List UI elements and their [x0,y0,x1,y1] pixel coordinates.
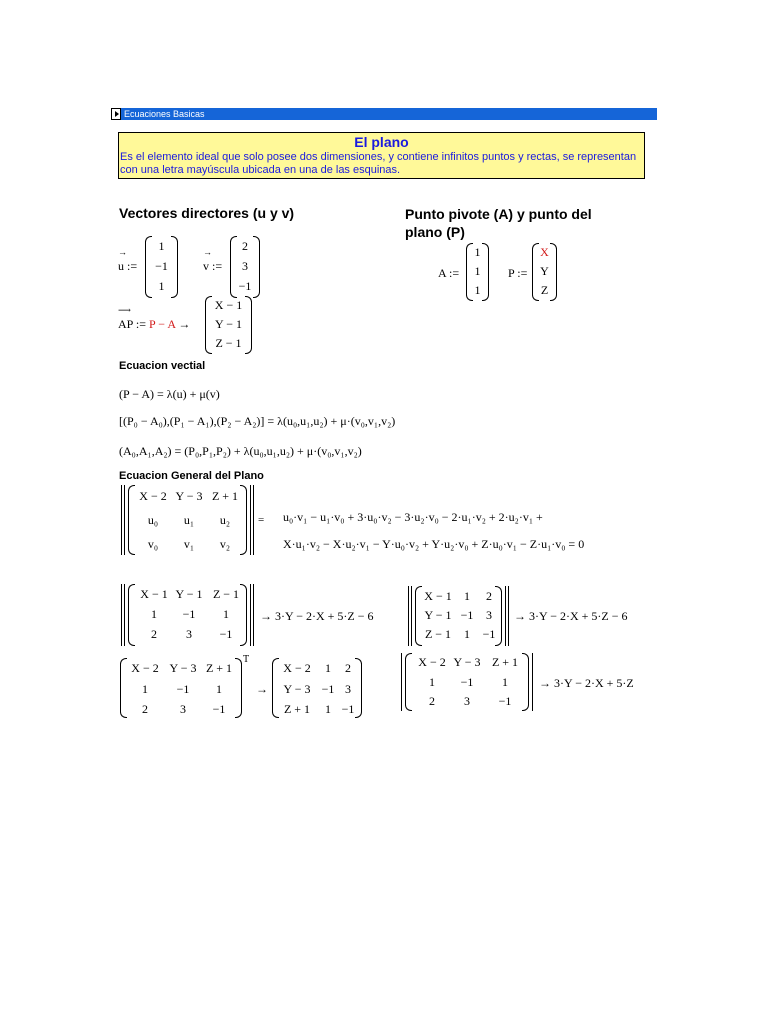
example-1-result: → 3·Y − 2·X + 5·Z − 6 [260,609,374,623]
vector-arrow-icon: → [203,247,212,257]
matrix-cell: 2 [486,589,492,603]
matrix-cell: 3 [486,608,492,622]
matrix-cell: X − 2 [131,661,159,675]
matrix-cell: Z − 1 [215,336,242,350]
matrix-cell: u₂ [219,513,231,527]
matrix-cell: 3 [180,702,186,716]
equals-sign: = [258,514,265,526]
p-label: P := [508,266,528,280]
u-label: → u := [118,247,138,273]
matrix-cell: −1 [182,607,196,621]
vector-arrow-icon: ⟶ [118,305,131,315]
matrix-cell: 1 [474,245,481,259]
p-vector [532,243,557,301]
box-description: Es el elemento ideal que solo posee dos dimensiones, y contiene infinitos puntos y rectas, se representan con una letra mayúscula ubicada en una de las esquinas. [120,151,637,176]
matrix-cell: 2 [429,694,435,708]
definition-box [118,132,645,179]
matrix-cell: Y − 3 [283,682,311,696]
matrix-cell: −1 [155,259,168,273]
matrix-cell: 1 [464,589,470,603]
matrix-cell: v₀ [147,537,159,551]
matrix-cell: Z + 1 [491,655,519,669]
expansion-line-1: u₀·v₁ − u₁·v₀ + 3·u₀·v₂ − 3·u₂·v₀ − 2·u₁·v₂ + 2·u₂·v₁ + [283,510,543,524]
matrix-cell: X − 2 [418,655,446,669]
matrix-cell: 3 [242,259,248,273]
matrix-cell: 2 [345,661,351,675]
matrix-cell: Y − 1 [215,317,242,331]
heading-vectorial: Ecuacion vectial [119,360,206,372]
matrix-cell: 1 [223,607,229,621]
matrix-cell: 1 [325,702,331,716]
box-title: El plano [354,134,409,150]
matrix-cell: −1 [176,682,190,696]
example-4-determinant [401,653,533,711]
matrix-cell: 1 [429,675,435,689]
v-label: → v := [203,247,223,273]
v-vector [230,236,260,298]
a-vector [466,243,489,301]
matrix-cell: X − 1 [424,589,452,603]
vector-equation-2: [(P₀ − A₀),(P₁ − A₁),(P₂ − A₂)] = λ(u₀,u₁,u₂) + μ·(v₀,v₁,v₂) [119,414,396,428]
heading-general: Ecuacion General del Plano [119,470,264,482]
example-2-determinant [408,586,509,646]
expansion-line-2: X·u₁·v₂ − X·u₂·v₁ − Y·u₀·v₂ + Y·u₂·v₀ + Z·u₀·v₁ − Z·u₁·v₀ = 0 [283,537,585,551]
matrix-cell: Y − 3 [453,655,481,669]
matrix-cell: Y − 1 [175,587,203,601]
example-3-transposed [272,658,362,718]
matrix-cell: Z − 1 [212,587,240,601]
matrix-cell: 1 [502,675,508,689]
example-3-matrix [120,658,242,718]
matrix-cell: v₂ [219,537,231,551]
matrix-cell: 1 [158,239,165,253]
vector-equation-1: (P − A) = λ(u) + μ(v) [119,387,220,401]
matrix-cell: Z + 1 [283,702,311,716]
matrix-cell: v₁ [183,537,195,551]
matrix-cell: 3 [464,694,470,708]
matrix-cell: X − 1 [214,298,243,312]
example-2-result: → 3·Y − 2·X + 5·Z − 6 [514,609,628,623]
ap-definition: ⟶ AP := P − A → [118,305,191,331]
matrix-cell: −1 [219,627,233,641]
matrix-cell: 2 [151,627,157,641]
matrix-cell: 1 [142,682,148,696]
matrix-cell: Y − 1 [424,608,452,622]
vector-arrow-icon: → [118,247,127,257]
matrix-cell: −1 [238,279,252,293]
matrix-cell: X − 1 [140,587,168,601]
matrix-cell: X − 2 [283,661,311,675]
matrix-cell: X [540,245,549,259]
matrix-cell: 1 [216,682,222,696]
matrix-cell: −1 [498,694,512,708]
matrix-cell: 1 [325,661,331,675]
a-label: A := [438,266,460,280]
matrix-cell: 1 [151,607,157,621]
matrix-cell: −1 [212,702,226,716]
matrix-cell: 3 [186,627,192,641]
region-title: Ecuaciones Basicas [124,109,205,119]
matrix-cell: 3 [345,682,351,696]
matrix-cell: Z − 1 [424,627,452,641]
matrix-cell: Y − 3 [169,661,197,675]
matrix-cell: −1 [321,682,335,696]
matrix-cell: Y [540,264,549,278]
matrix-cell: 1 [158,279,165,293]
u-vector [145,236,178,298]
region-bar[interactable] [111,108,657,120]
heading-vectors: Vectores directores (u y v) [119,205,295,221]
matrix-cell: −1 [341,702,355,716]
matrix-cell: −1 [460,608,474,622]
general-determinant [121,485,254,555]
matrix-cell: −1 [460,675,474,689]
matrix-cell: u₁ [183,513,195,527]
matrix-cell: Z [540,283,549,297]
ap-expression: P − A [149,317,176,331]
expand-arrow-icon[interactable] [111,108,121,120]
matrix-cell: X − 2 [139,489,167,503]
matrix-cell: Y − 3 [175,489,203,503]
heading-pivot: Punto pivote (A) y punto del plano (P) [405,206,592,240]
ap-vector [205,296,252,354]
transpose-symbol: T [243,654,250,665]
matrix-cell: 1 [474,283,481,297]
example-1-determinant [121,584,254,646]
matrix-cell: 2 [142,702,148,716]
vector-equation-3: (A₀,A₁,A₂) = (P₀,P₁,P₂) + λ(u₀,u₁,u₂) + μ·(v₀,v₁,v₂) [119,444,362,458]
matrix-cell: u₀ [147,513,159,527]
matrix-cell: 1 [474,264,481,278]
matrix-cell: 1 [464,627,470,641]
matrix-cell: Z + 1 [211,489,239,503]
matrix-cell: Z + 1 [205,661,233,675]
matrix-cell: 2 [242,239,248,253]
matrix-cell: −1 [482,627,496,641]
example-3-arrow: → [256,682,268,696]
example-4-result: → 3·Y − 2·X + 5·Z [539,676,634,690]
